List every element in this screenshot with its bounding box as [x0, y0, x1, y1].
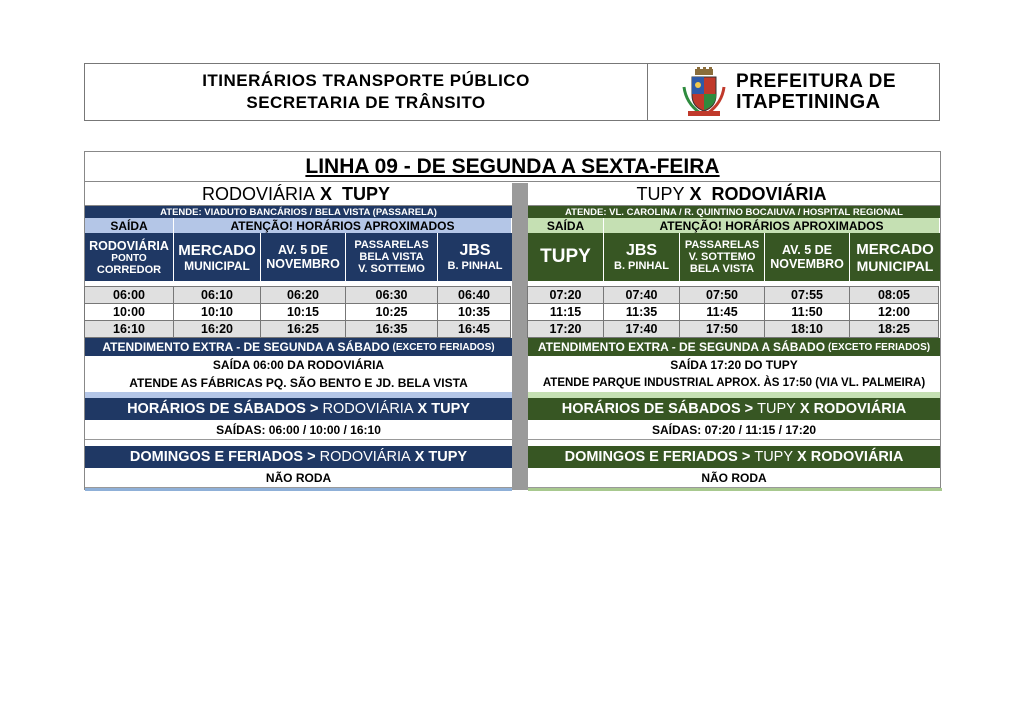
right-panel [528, 183, 940, 488]
time-cell: 11:35 [603, 303, 680, 321]
route-from: RODOVIÁRIA [201, 183, 315, 204]
warning-row [85, 218, 512, 233]
saida-label: SAÍDA [85, 218, 174, 233]
time-cell: 16:20 [173, 320, 261, 338]
sunday-title: DOMINGOS E FERIADOS > [129, 449, 316, 465]
route-from: TUPY [636, 183, 685, 204]
sunday-status: NÃO RODA [85, 468, 512, 488]
stop-detail: V. SOTTEMO [358, 263, 425, 275]
stop-detail: B. PINHAL [447, 260, 503, 272]
column-divider [512, 183, 528, 490]
stops-header [528, 233, 940, 281]
stop-header [174, 233, 261, 281]
line-title-text: LINHA 09 - DE SEGUNDA A SEXTA-FEIRA [305, 154, 720, 178]
saturday-title: HORÁRIOS DE SÁBADOS > [127, 401, 319, 417]
stop-name: TUPY [540, 246, 591, 267]
stop-detail: PONTO [111, 252, 147, 264]
footer-bar-right [528, 488, 942, 491]
stop-name: PASSARELAS [684, 239, 760, 251]
table-row [85, 321, 512, 338]
time-cell: 10:25 [345, 303, 438, 321]
route-x: X [689, 183, 702, 204]
time-cell: 16:10 [84, 320, 174, 338]
stop-detail: MUNICIPAL [184, 258, 250, 273]
time-cell: 06:40 [437, 286, 511, 304]
time-cell: 07:55 [764, 286, 850, 304]
sunday-title: DOMINGOS E FERIADOS > [564, 449, 751, 465]
sunday-header [528, 446, 940, 468]
logo-text-line1: PREFEITURA DE [736, 71, 897, 92]
saida-label: SAÍDA [528, 218, 604, 233]
sunday-x: X [414, 449, 425, 465]
stop-name: RODOVIÁRIA [89, 238, 169, 253]
time-cell: 07:20 [527, 286, 604, 304]
document-header [84, 63, 940, 121]
stop-name: PASSARELAS [354, 239, 429, 251]
table-row [85, 304, 512, 321]
extra-service-note: (EXCETO FERIADOS) [828, 341, 931, 353]
stop-detail: BELA VISTA [689, 263, 755, 275]
saturday-to: RODOVIÁRIA [813, 401, 907, 417]
time-cell: 11:45 [679, 303, 765, 321]
time-cell: 06:20 [260, 286, 346, 304]
time-cell: 06:00 [84, 286, 174, 304]
header-title-block [85, 64, 648, 120]
saturday-from: RODOVIÁRIA [322, 401, 414, 417]
sunday-from: TUPY [754, 449, 794, 465]
stop-name: JBS [625, 242, 658, 259]
time-cell: 16:35 [345, 320, 438, 338]
extra-service-title: ATENDIMENTO EXTRA - DE SEGUNDA A SÁBADO [102, 340, 390, 354]
stop-detail: NOVEMBRO [266, 257, 340, 271]
line-title [85, 152, 940, 182]
route-direction [85, 183, 512, 206]
stop-name: MERCADO [856, 240, 934, 258]
sunday-status: NÃO RODA [528, 468, 940, 488]
warning-row [528, 218, 940, 233]
stop-detail: NOVEMBRO [770, 257, 844, 271]
route-to: TUPY [342, 183, 391, 204]
stop-name: MERCADO [178, 241, 256, 259]
table-row [528, 287, 940, 304]
time-cell: 10:00 [84, 303, 174, 321]
time-cell: 07:40 [603, 286, 680, 304]
saturday-title: HORÁRIOS DE SÁBADOS > [561, 401, 754, 417]
sunday-to: RODOVIÁRIA [810, 449, 904, 465]
time-cell: 07:50 [679, 286, 765, 304]
time-cell: 10:35 [437, 303, 511, 321]
route-x: X [320, 183, 333, 204]
route-direction [528, 183, 940, 206]
time-cell: 16:25 [260, 320, 346, 338]
stop-detail: B. PINHAL [614, 260, 669, 272]
time-cell: 17:20 [527, 320, 604, 338]
saturday-from: TUPY [757, 401, 796, 417]
saturday-times: SAÍDAS: 06:00 / 10:00 / 16:10 [85, 420, 512, 440]
header-title: ITINERÁRIOS TRANSPORTE PÚBLICO [202, 71, 530, 90]
saturday-x: X [417, 401, 428, 417]
route-served-areas: ATENDE: VL. CAROLINA / R. QUINTINO BOCAIUVA / HOSPITAL REGIONAL [528, 206, 940, 218]
extra-service-header [85, 338, 512, 356]
saturday-x: X [799, 401, 810, 417]
stop-header [438, 233, 512, 281]
route-served-areas: ATENDE: VIADUTO BANCÁRIOS / BELA VISTA (PASSARELA) [85, 206, 512, 218]
time-cell: 18:10 [764, 320, 850, 338]
saturday-to: TUPY [431, 401, 470, 417]
sunday-to: TUPY [428, 449, 468, 465]
sunday-from: RODOVIÁRIA [319, 449, 411, 465]
time-cell: 17:50 [679, 320, 765, 338]
footer-bar-left [85, 488, 512, 491]
stop-header [604, 233, 680, 281]
table-row [85, 287, 512, 304]
time-cell: 12:00 [849, 303, 939, 321]
time-cell: 11:15 [527, 303, 604, 321]
stop-name: AV. 5 DE [781, 243, 833, 257]
extra-service-header [528, 338, 940, 356]
extra-service-note: (EXCETO FERIADOS) [392, 341, 495, 353]
stop-name: JBS [459, 242, 491, 259]
extra-service-title: ATENDIMENTO EXTRA - DE SEGUNDA A SÁBADO [537, 340, 826, 354]
extra-service-line: ATENDE PARQUE INDUSTRIAL APROX. ÀS 17:50 (VIA VL. PALMEIRA) [542, 377, 926, 389]
saturday-times: SAÍDAS: 07:20 / 11:15 / 17:20 [528, 420, 940, 440]
time-cell: 11:50 [764, 303, 850, 321]
time-cell: 10:15 [260, 303, 346, 321]
stop-name: AV. 5 DE [277, 243, 329, 257]
stop-header [346, 233, 438, 281]
time-cell: 17:40 [603, 320, 680, 338]
stop-header [765, 233, 850, 281]
time-cell: 06:10 [173, 286, 261, 304]
approx-times-warning: ATENÇÃO! HORÁRIOS APROXIMADOS [604, 218, 940, 233]
time-cell: 08:05 [849, 286, 939, 304]
coat-of-arms-icon [682, 67, 726, 117]
stop-header [261, 233, 346, 281]
saturday-header [528, 398, 940, 420]
time-cell: 16:45 [437, 320, 511, 338]
header-subtitle: SECRETARIA DE TRÂNSITO [246, 93, 486, 112]
left-panel [85, 183, 512, 488]
stop-header [85, 233, 174, 281]
city-logo [648, 64, 939, 120]
sunday-x: X [797, 449, 807, 465]
time-cell: 18:25 [849, 320, 939, 338]
stop-detail: MUNICIPAL [856, 257, 934, 274]
extra-service-line: SAÍDA 17:20 DO TUPY [670, 358, 798, 372]
logo-text-line2: ITAPETININGA [736, 91, 881, 113]
extra-service-line: SAÍDA 06:00 DA RODOVIÁRIA [212, 358, 385, 372]
stop-detail: CORREDOR [96, 263, 162, 276]
table-row [528, 321, 940, 338]
stops-header [85, 233, 512, 281]
stop-header [528, 233, 604, 281]
stop-detail: BELA VISTA [359, 251, 424, 263]
stop-header [680, 233, 765, 281]
time-cell: 06:30 [345, 286, 438, 304]
stop-header [850, 233, 940, 281]
schedule-table [84, 151, 941, 490]
extra-service-line: ATENDE AS FÁBRICAS PQ. SÃO BENTO E JD. BELA VISTA [129, 376, 468, 390]
stop-detail: V. SOTTEMO [688, 251, 756, 263]
table-row [528, 304, 940, 321]
saturday-header [85, 398, 512, 420]
approx-times-warning: ATENÇÃO! HORÁRIOS APROXIMADOS [174, 218, 512, 233]
time-cell: 10:10 [173, 303, 261, 321]
sunday-header [85, 446, 512, 468]
route-to: RODOVIÁRIA [711, 183, 827, 204]
